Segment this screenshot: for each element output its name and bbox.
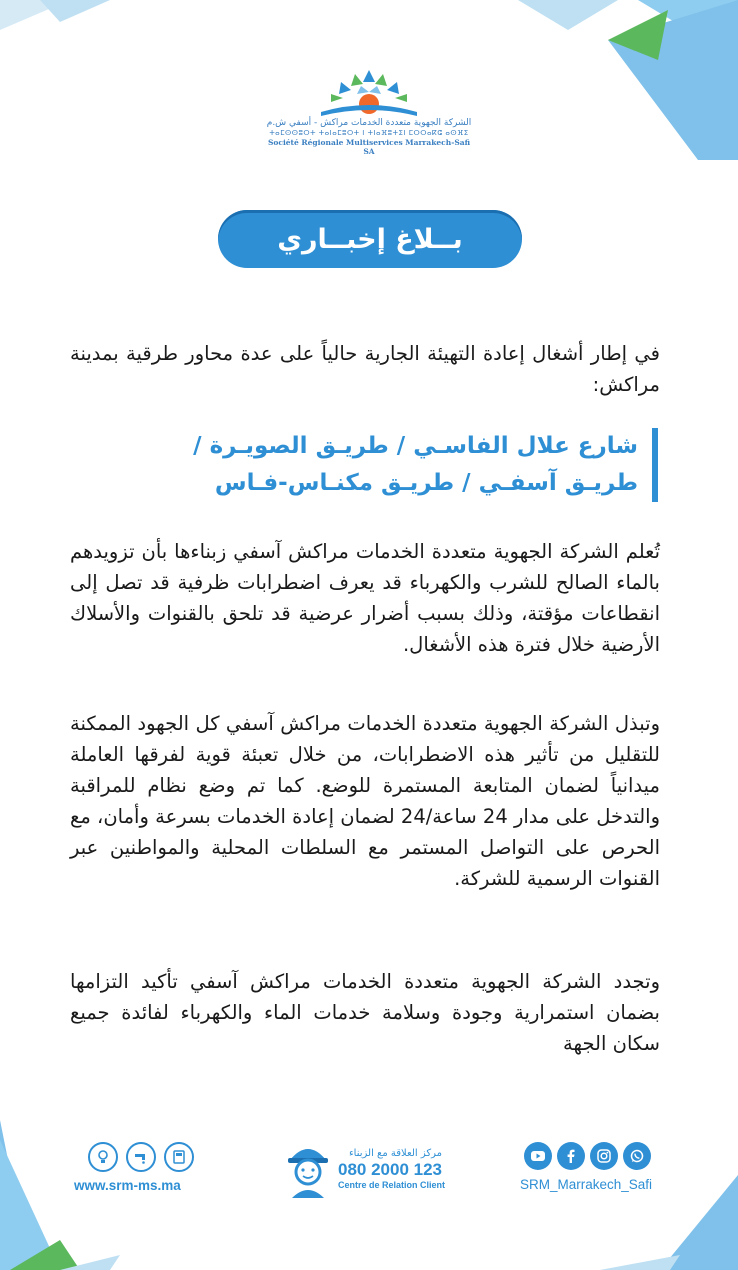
lightbulb-icon	[88, 1142, 118, 1172]
top-right-corner-decoration	[508, 0, 738, 160]
logo-tifinagh-name: ⵜⴰⵎⵙⵙⵓⵔⵜ ⵜⴰⵏⴰⵎⵓⵔⵜ ⵏ ⵜⵏⴰⴼⵓⵜⵉⵏ ⵎⵔⵔⴰⴽⵛ ⴰⵙⴼⵉ	[269, 129, 469, 137]
intro-paragraph: في إطار أشغال إعادة التهيئة الجارية حالياً على عدة محاور طرقية بمدينة مراكش:	[70, 342, 660, 396]
instagram-icon[interactable]	[590, 1142, 618, 1170]
faucet-icon	[126, 1142, 156, 1172]
body-paragraph-1: تُعلم الشركة الجهوية متعددة الخدمات مراكش آسفي زبناءها بأن تزويدهم بالماء الصالح للشرب والكهرباء قد يعرف اضطرابات ظرفية قد تصل إلى انقطاعات مؤقتة، وذلك بسبب أضرار عرضية قد تلحق بالقنوات والأسلاك الأرضية خلال فترة هذه الأشغال.	[70, 540, 660, 656]
footer	[0, 1130, 738, 1210]
company-logo	[262, 68, 476, 164]
announcement-banner	[218, 210, 522, 268]
call-center-arabic-label: مركز العلاقة مع الزبناء	[348, 1148, 442, 1159]
announcement-title: بــلاغ إخبــاري	[277, 223, 463, 255]
social-handle[interactable]: SRM_Marrakech_Safi	[520, 1177, 653, 1192]
affected-roads: شارع علال الفاسـي / طريـق الصويـرة / طريـق آسفـي / طريـق مكنـاس-فـاس	[118, 428, 658, 502]
website-link[interactable]: www.srm-ms.ma	[74, 1178, 181, 1193]
top-left-corner-decoration	[0, 0, 110, 40]
meter-icon	[164, 1142, 194, 1172]
youtube-icon[interactable]	[524, 1142, 552, 1170]
body-paragraph-3: وتجدد الشركة الجهوية متعددة الخدمات مراكش آسفي تأكيد التزامها بضمان استمرارية وجودة وسلامة خدمات الماء والكهرباء لفائدة جميع سكان الجهة	[70, 970, 660, 1055]
call-center-mascot-icon	[282, 1136, 334, 1198]
logo-arabic-name: الشركة الجهوية متعددة الخدمات مراكش - أسفي ش.م	[266, 118, 472, 128]
facebook-icon[interactable]	[557, 1142, 585, 1170]
call-center-french-label: Centre de Relation Client	[338, 1180, 446, 1190]
logo-emblem-icon	[317, 68, 421, 118]
logo-french-name: Société Régionale Multiservices Marrakech-Safi SA	[267, 138, 471, 156]
call-center-number[interactable]: 080 2000 123	[338, 1160, 442, 1179]
whatsapp-icon[interactable]	[623, 1142, 651, 1170]
body-paragraph-2: وتبذل الشركة الجهوية متعددة الخدمات مراكش آسفي كل الجهود الممكنة للتقليل من تأثير هذه الاضطرابات، من خلال تعبئة قوية لفرقها العاملة ميدانياً لضمان المتابعة المستمرة للوضع. كما تم وضع نظام للمراقبة والتدخل على مدار 24 ساعة/24 لضمان إعادة الخدمات بسرعة وأمان، مع الحرص على التواصل المستمر مع السلطات المحلية والمواطنين عبر القنوات الرسمية للشركة.	[70, 712, 660, 890]
